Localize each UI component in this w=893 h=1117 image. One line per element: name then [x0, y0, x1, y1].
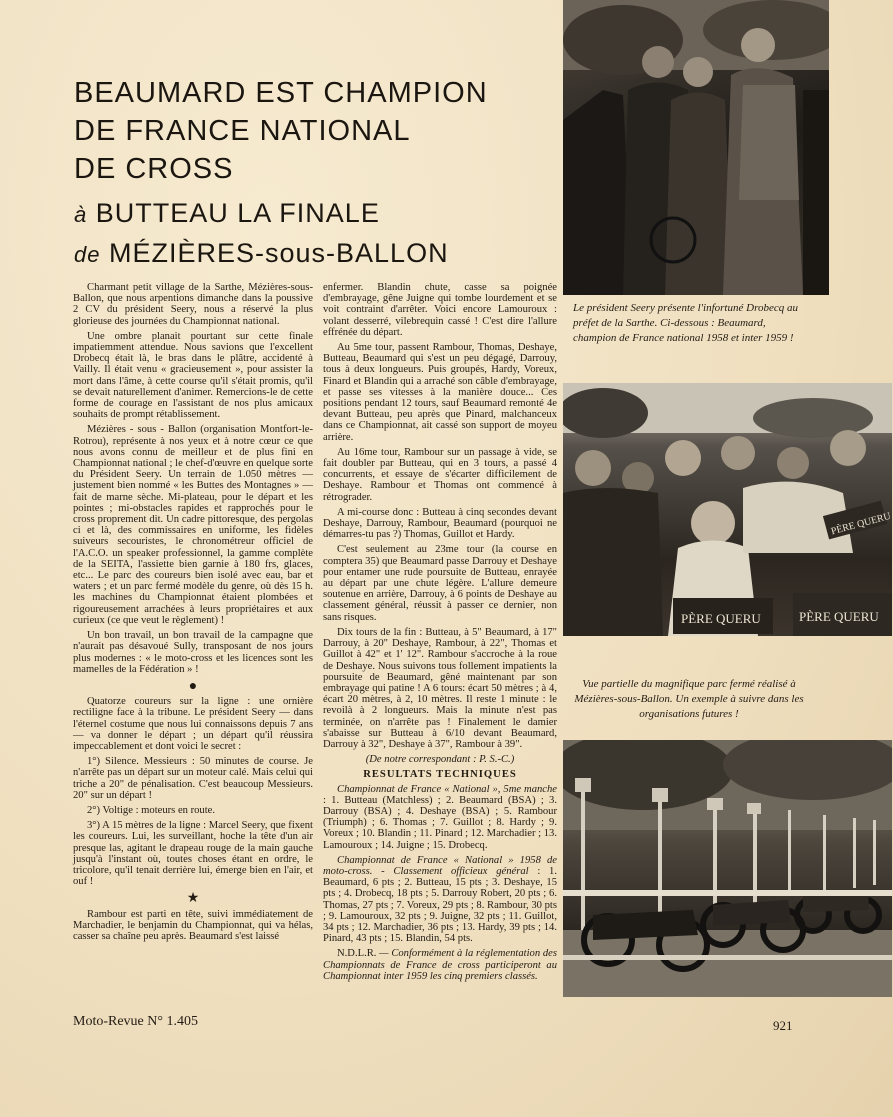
headline-line-4-prefix: à [74, 202, 88, 227]
headline-line-4-text: BUTTEAU LA FINALE [87, 198, 380, 228]
paragraph: Un bon travail, un bon travail de la campagne que n'aurait pas désavoué Sully, transposant de nos jours plus modernes : « le moto-cross et les licences sont les mamelles de la Fédération » ! [73, 630, 313, 675]
separator-dot: ● [188, 678, 198, 694]
results-general-label: Championnat de France « National » 1958 de moto-cross. - Classement officieux général [323, 854, 557, 877]
photo-caption-1: Le président Seery présente l'infortuné Drobecq au préfet de la Sarthe. Ci-dessous : Beaumard, champion de France national 1958 et inter 1959 ! [573, 302, 798, 344]
correspondent-credit: (De notre correspondant : P. S.-C.) [365, 754, 515, 766]
article-column-1 [73, 282, 313, 946]
footer-magazine-issue: Moto-Revue N° 1.405 [73, 1014, 198, 1029]
paragraph: 3°) A 15 mètres de la ligne : Marcel Seery, que fixent les coureurs. Lui, les surveillant, hoche la tête d'un air presque las, agitant le drapeau rouge de la main gauche jusqu'à l'instant où, toutes choses étant en ordre, le tricolore, qu'il tenait derrière lui, émerge bien en l'air, et ouf ! [73, 820, 313, 888]
results-general [323, 855, 557, 945]
headline-line-3: DE CROSS [74, 153, 234, 185]
paragraph: Au 5me tour, passent Rambour, Thomas, Deshaye, Butteau, Beaumard qui s'est un peu dégagé, Darrouy, tous à deux longueurs. Puis groupés, Hardy, Voreux, Finard et Blandin qui a arraché son câble d'embrayage, et passe ses vitesses à la manière douce... Ces positions pendant 12 tours, sauf Beaumard remonté 4e devant Butteau, peu après que Pinard, malchanceux dans ce Championnat, ait cassé son support de moyeu arrière. [323, 342, 557, 443]
paragraph: Quatorze coureurs sur la ligne : une ornière rectiligne face à la tribune. Le président Seery — dans l'éternel costume que nous lui connaissons depuis 7 ans — va donner le départ ; un départ qu'il réussira impeccablement et dont voici le secret : [73, 696, 313, 752]
crowd-sign-3: PÈRE QUERU [829, 510, 892, 538]
results-heading: RESULTATS TECHNIQUES [363, 769, 517, 781]
headline-sub [74, 194, 554, 274]
results-round-label: Championnat de France « National », 5me manche [337, 783, 557, 795]
photo-president-and-prefect [563, 0, 829, 295]
paragraph: A mi-course donc : Butteau à cinq secondes devant Deshaye, Darrouy, Rambour, Beaumard (pourquoi ne démarres-tu pas ?) Thomas, Guillot et Hardy. [323, 506, 557, 541]
paragraph: Dix tours de la fin : Butteau, à 5" Beaumard, à 17" Darrouy, à 20" Deshaye, Rambour, à 22", Thomas et Guillot à 42" et 1' 12". Rambour s'accroche à la roue de Deshaye. Nous suivons tous follement impatients la poursuite de Beaumard, gêné maintenant par son embrayage qui patine ! A 6 tours: écart 50 mètres ; à 4, écart 20 mètres, à 2, 10 mètres. Il reste 1 minute : le revoilà à 2 longueurs. Mais la minute n'est pas terminée, on n'arrête pas ! Finalement le damier s'abaisse sur Butteau à 6/10 devant Beaumard, Darrouy à 32", Deshaye à 37", Rambour à 39". [323, 626, 557, 750]
paragraph: C'est seulement au 23me tour (la course en comptera 35) que Beaumard passe Darrouy et Deshaye pour entamer une rude poursuite de Butteau, enrayée au départ par une chute légère. L'allure demeure soutenue en arrière, Darrouy, à 6 points de Deshaye au classement général, réussit à passer ce dernier, non sans risques. [323, 544, 557, 623]
footer-page-number: 921 [773, 1018, 793, 1033]
results-round-text: : 1. Butteau (Matchless) ; 2. Beaumard (BSA) ; 3. Darrouy (BSA) ; 4. Deshaye (BSA) ; 5. Rambour (Triumph) ; 6. Thomas ; 7. Guillot ; 8. Hardy ; 9. Voreux ; 10. Blandin ; 11. Pinard ; 12. Marchadier ; 13. Lamouroux ; 14. Juigne ; 15. Drobecq. [323, 794, 557, 851]
article-column-2 [323, 282, 557, 986]
paragraph: Rambour est parti en tête, suivi immédiatement de Marchadier, le benjamin du Championnat, qui va hélas, casser sa chaîne peu après. Beaumard s'est laissé [73, 908, 313, 942]
crowd-sign-2: PÈRE QUERU [799, 609, 879, 624]
headline-main [74, 74, 554, 188]
photo-people-illustration [563, 0, 829, 295]
results-round [323, 784, 557, 851]
headline-line-5-text: MÉZIÈRES-sous-BALLON [100, 238, 449, 268]
paragraph: Charmant petit village de la Sarthe, Mézières-sous-Ballon, que nous arpentions dimanche dans la poussive 2 CV du président Seery, nous a réservé la plus glorieuse des journées du Championnat national. [73, 282, 313, 327]
crowd-sign-1: PÈRE QUERU [681, 611, 761, 626]
paragraph: enfermer. Blandin chute, casse sa poignée d'embrayage, gêne Juigne qui tombe lourdement et se voit contraint d'arrêter. Voici encore Lamouroux : volant desserré, vilebrequin cassé ! C'est dire l'allure effrénée du départ. [323, 282, 557, 338]
headline-line-5-prefix: de [74, 242, 101, 267]
editor-note-text: — Conformément à la réglementation des Championnats de France de cross participeront au Championnat inter 1959 les cinq premiers classés. [323, 948, 557, 982]
headline-line-4 [74, 194, 554, 234]
editor-note-label: N.D.L.R. [337, 948, 377, 960]
headline-line-2: DE FRANCE NATIONAL [74, 115, 411, 147]
headline-line-5 [74, 234, 554, 274]
photo-motorcycles-illustration [563, 740, 892, 997]
editor-note [323, 948, 557, 982]
paragraph: 2°) Voltige : moteurs en route. [87, 804, 216, 816]
photo-champion-crowd [563, 383, 892, 636]
separator-star: ★ [186, 891, 200, 907]
photo-caption-2: Vue partielle du magnifique parc fermé réalisé à Mézières-sous-Ballon. Un exemple à suivre dans les organisations futures ! [574, 678, 804, 720]
paragraph: Mézières - sous - Ballon (organisation Montfort-le-Rotrou), représente à nos yeux et à notre cœur ce que nous avons connu de meilleur et de plus fini en Championnat national ; le chef-d'œuvre en quelque sorte du Président Seery. Un terrain de 1.050 mètres — justement bien nommé « les Buttes des Montagnes » — fait de marne sèche. Mi-plateau, pour le départ et les pointes ; mi-obstacles rapides et rapprochés pour le cross proprement dit. Un cadre pittoresque, des pergolas ci et là, des commissaires en uniforme, les fidèles suiveurs secouristes, le chronométreur officiel de l'A.C.O. un speaker professionnel, la gamme complète de la SEITA, l'assiette bien garnie à 180 frs, glaces, etc... Le parc des coureurs bien isolé avec eau, bar et waters ; et un parc fermé modèle du genre, où dès 15 h. les machines du Championnat étaient plombées et rigoureusement arrachées à leurs propriétaires et aux curieux (ce que veut le règlement) ! [73, 424, 313, 626]
paragraph: Au 16me tour, Rambour sur un passage à vide, se fait doubler par Butteau, qui en 3 tours, a passé 4 concurrents, et essaye de s'écarter difficilement de Deshaye. Rambour et Thomas ont commencé à rétrograder. [323, 446, 557, 503]
photo-parc-ferme [563, 740, 892, 997]
results-general-text: : 1. Beaumard, 6 pts ; 2. Butteau, 15 pts ; 3. Deshaye, 15 pts ; 4. Drobecq, 18 pts ; 5. Darrouy Robert, 20 pts ; 6. Thomas, 27 pts ; 7. Voreux, 29 pts ; 8. Rambour, 30 pts ; 9. Lamouroux, 32 pts ; 9. Juigne, 32 pts ; 11. Guillot, 34 pts ; 12. Marchadier, 36 pts ; 13. Hardy, 39 pts ; 14. Pinard, 43 pts ; 15. Blandin, 54 pts. [323, 865, 558, 945]
headline-line-1: BEAUMARD EST CHAMPION [74, 77, 488, 109]
paragraph: 1°) Silence. Messieurs : 50 minutes de course. Je n'arrête pas un départ sur un moteur calé. Mais celui qui triche a 20" de pénalisation. C'est beaucoup Messieurs. 20" sur un départ ! [73, 756, 313, 801]
photo-crowd-illustration [563, 383, 892, 636]
paragraph: Une ombre planait pourtant sur cette finale impatiemment attendue. Nous savions que l'excellent Drobecq était là, le bras dans le plâtre, accidenté à Vailly. Il était venu « gracieusement », pour assister la mort dans l'âme, à cette course qu'il s'était promis, qu'il se devait naturellement d'animer. Remercions-le de cette forme de courage en l'assistant de nos plus amicaux souhaits de prompt rétablissement. [73, 330, 313, 421]
